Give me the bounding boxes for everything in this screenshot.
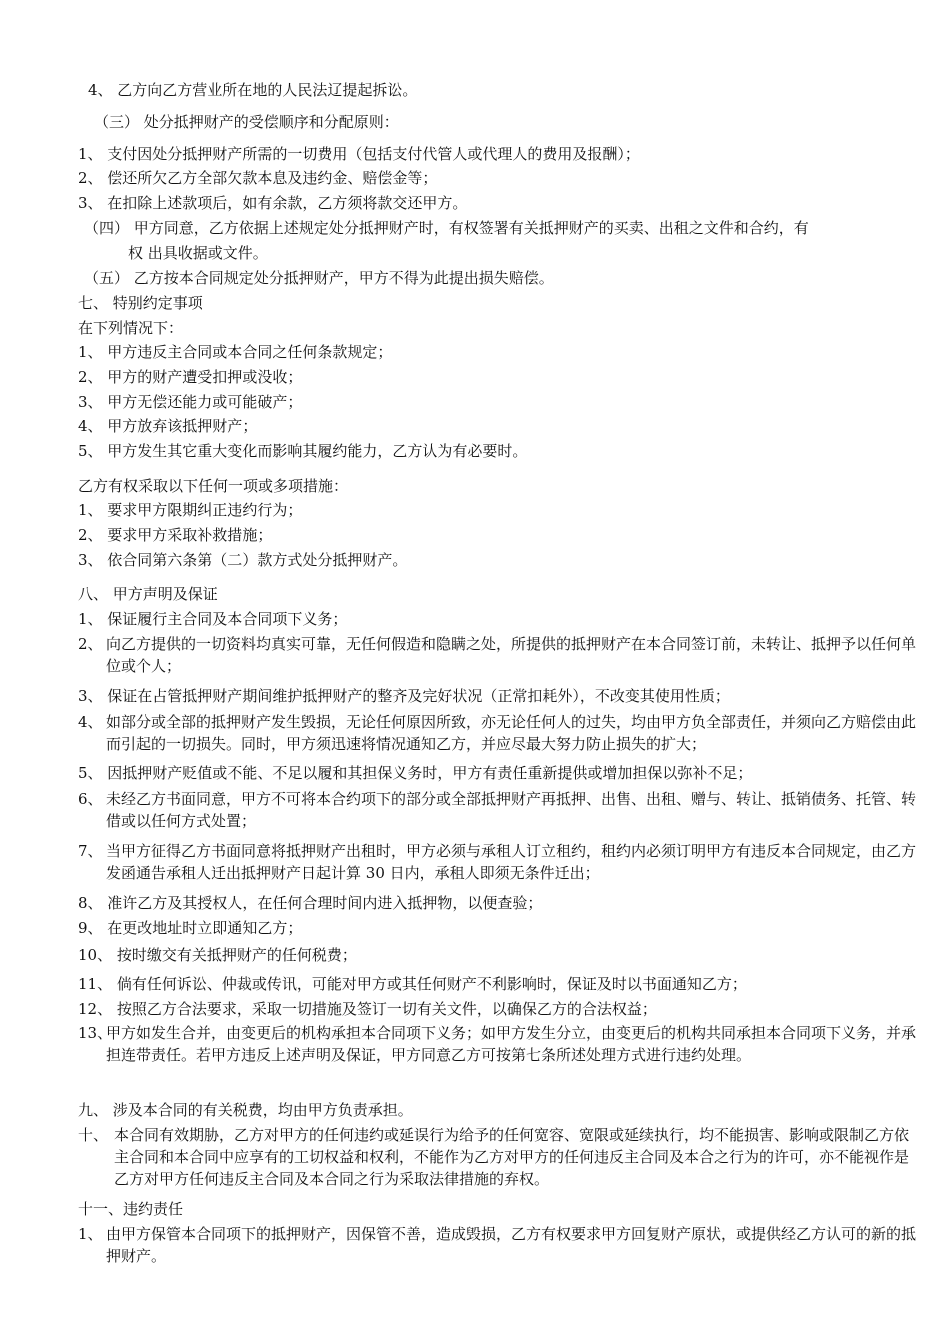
list-item-number: 13、 <box>78 1024 113 1042</box>
list-item-number: 2、 <box>78 635 103 653</box>
text-line: 9、 在更改地址时立即通知乙方； <box>78 919 303 937</box>
text-line: 3、 在扣除上述款项后，如有余款，乙方须将款交还甲方。 <box>78 194 468 212</box>
list-item <box>78 1223 920 1267</box>
text-line: 5、 因抵押财产贬值或不能、不足以履和其担保义务时，甲方有责任重新提供或增加担保以弥补不足； <box>78 764 753 782</box>
text-line: 11、 倘有任何诉讼、仲裁或传讯，可能对甲方或其任何财产不利影响时，保证及时以书面通知乙方； <box>78 975 747 993</box>
list-item-text: 由甲方保管本合同项下的抵押财产，因保管不善，造成毁损，乙方有权要求甲方回复财产原状，或提供经乙方认可的新的抵押财产。 <box>106 1225 917 1265</box>
list-item-number: 1、 <box>78 1225 103 1243</box>
text-line: 12、 按照乙方合法要求，采取一切措施及签订一切有关文件，以确保乙方的合法权益； <box>78 1000 657 1018</box>
text-line: （四） 甲方同意，乙方依据上述规定处分抵押财产时，有权签署有关抵押财产的买卖、出租之文件和合约，有 <box>84 219 809 237</box>
list-item-number: 4、 <box>78 713 103 731</box>
list-item-text: 本合同有效期胁，乙方对甲方的任何违约或延误行为给予的任何宽容、宽限或延续执行，均不能损害、影响或限制乙方依主合同和本合同中应享有的工切权益和权利，不能作为乙方对甲方的任何违反主合同及本合之行为的许可，亦不能视作是乙方对甲方任何违反主合同及本合同之行为采取法律措施的弃权。 <box>114 1126 910 1188</box>
text-line: 5、 甲方发生其它重大变化而影响其履约能力，乙方认为有必要时。 <box>78 442 528 460</box>
list-item <box>78 633 920 677</box>
section-heading: 八、 甲方声明及保证 <box>78 585 218 603</box>
list-item-text: 向乙方提供的一切资料均真实可靠，无任何假造和隐瞒之处，所提供的抵押财产在本合同签订前，未转让、抵押予以任何单位或个人； <box>106 635 917 675</box>
text-line: 4、 甲方放弃该抵押财产； <box>78 417 258 435</box>
text-line: 3、 甲方无偿还能力或可能破产； <box>78 393 303 411</box>
list-item <box>78 788 920 832</box>
list-item <box>78 1124 920 1190</box>
list-item <box>78 711 920 755</box>
text-line: 在下列情况下： <box>78 319 184 337</box>
list-item-text: 未经乙方书面同意，甲方不可将本合约项下的部分或全部抵押财产再抵押、出售、出租、赠与、转让、抵销债务、托管、转借或以任何方式处置； <box>106 790 917 830</box>
list-item <box>78 1022 920 1066</box>
text-line: （五） 乙方按本合同规定处分抵押财产，甲方不得为此提出损失赔偿。 <box>84 269 554 287</box>
text-line: 1、 要求甲方限期纠正违约行为； <box>78 501 303 519</box>
text-line: 1、 甲方违反主合同或本合同之任何条款规定； <box>78 343 393 361</box>
list-item-number: 7、 <box>78 842 103 860</box>
section-heading: （三） 处分抵押财产的受偿顺序和分配原则： <box>94 113 399 131</box>
section-heading: 十一、违约责任 <box>78 1200 184 1218</box>
text-line: 九、 涉及本合同的有关税费，均由甲方负责承担。 <box>78 1101 413 1119</box>
list-item <box>78 840 920 884</box>
text-line: 1、 支付因处分抵押财产所需的一切费用（包括支付代管人或代理人的费用及报酬）； <box>78 145 640 163</box>
list-item-number: 6、 <box>78 790 103 808</box>
text-line: 8、 准许乙方及其授权人，在任何合理时间内进入抵押物，以便查验； <box>78 894 543 912</box>
list-item-text: 如部分或全部的抵押财产发生毁损，无论任何原因所致，亦无论任何人的过失，均由甲方负全部责任，并须向乙方赔偿由此而引起的一切损失。同时，甲方须迅速将情况通知乙方，并应尽最大努力防止损失的扩大； <box>106 713 917 753</box>
text-line: 10、 按时缴交有关抵押财产的任何税费； <box>78 946 357 964</box>
text-line: 2、 偿还所欠乙方全部欠款本息及违约金、赔偿金等； <box>78 169 438 187</box>
text-line: 3、 依合同第六条第（二）款方式处分抵押财产。 <box>78 551 408 569</box>
text-line: 1、 保证履行主合同及本合同项下义务； <box>78 610 348 628</box>
list-item-text: 当甲方征得乙方书面同意将抵押财产出租时，甲方必须与承租人订立租约，租约内必须订明甲方有违反本合同规定，由乙方发函通告承租人迁出抵押财产日起计算 30 日内，承租人即须无条件迁出； <box>106 842 917 882</box>
text-line: 乙方有权采取以下任何一项或多项措施： <box>78 477 349 495</box>
section-heading: 七、 特别约定事项 <box>78 294 203 312</box>
text-line: 2、 要求甲方采取补救措施； <box>78 526 273 544</box>
text-line: 3、 保证在占管抵押财产期间维护抵押财产的整齐及完好状况（正常扣耗外），不改变其使用性质； <box>78 687 730 705</box>
text-line: 2、 甲方的财产遭受扣押或没收； <box>78 368 303 386</box>
list-item-text: 甲方如发生合并，由变更后的机构承担本合同项下义务；如甲方发生分立，由变更后的机构共同承担本合同项下义务，并承担连带责任。若甲方违反上述声明及保证，甲方同意乙方可按第七条所述处理方式进行违约处理。 <box>106 1024 917 1064</box>
text-line: 权 出具收据或文件。 <box>128 244 268 262</box>
list-item-number: 十、 <box>78 1126 109 1144</box>
text-line: 4、 乙方向乙方营业所在地的人民法辽提起拆讼。 <box>88 81 418 99</box>
